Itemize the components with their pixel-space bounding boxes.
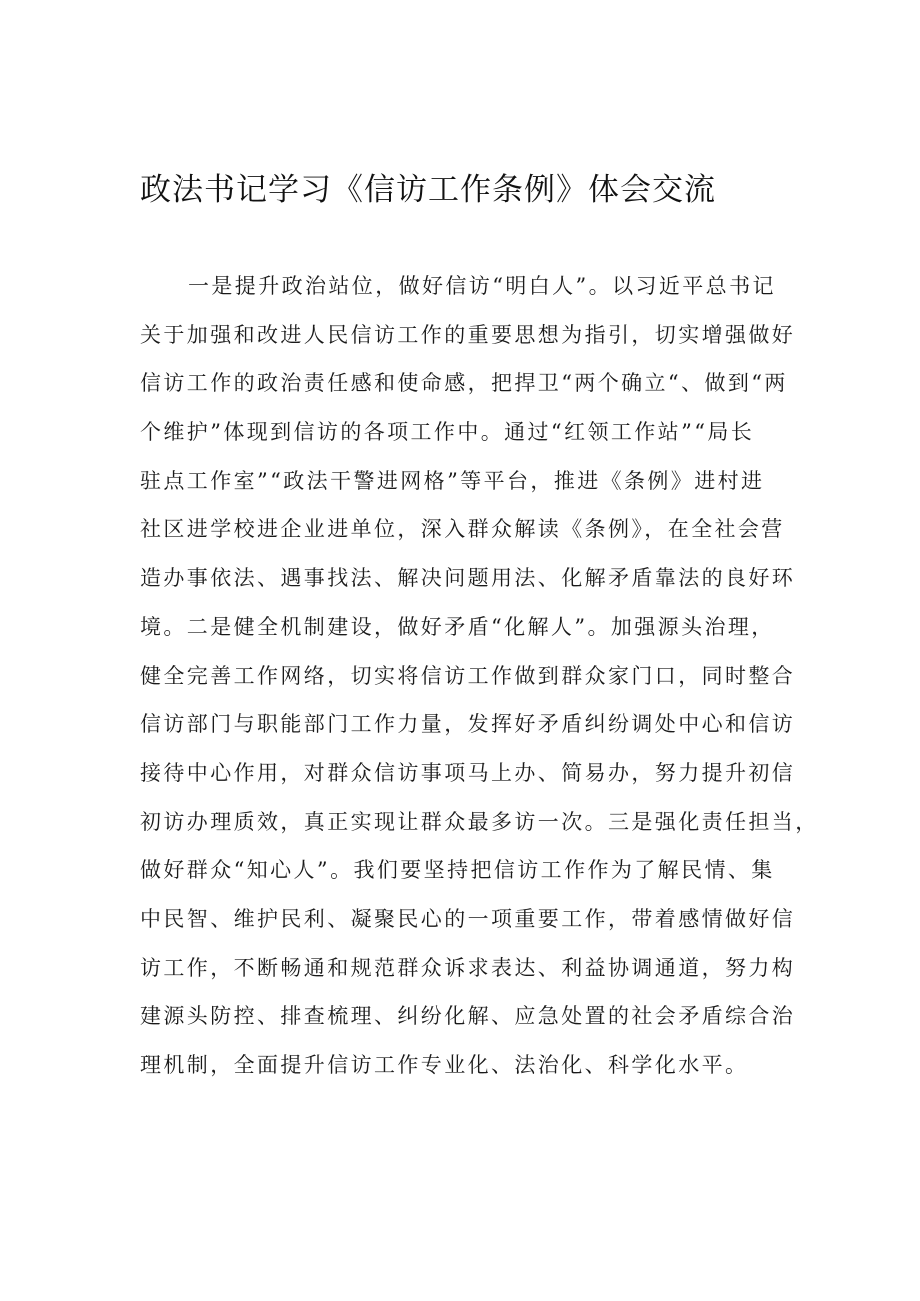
body-line: 理机制，全面提升信访工作专业化、法治化、科学化水平。 [140, 1053, 749, 1077]
document-title: 政法书记学习《信访工作条例》体会交流 [140, 172, 716, 208]
body-line: 个维护”体现到信访的各项工作中。通过“红领工作站”“局长 [140, 420, 755, 445]
body-line: 信访部门与职能部门工作力量，发挥好矛盾纠纷调处中心和信访 [140, 712, 796, 737]
body-line: 中民智、维护民利、凝聚民心的一项重要工作，带着感情做好信 [140, 906, 796, 931]
body-line: 社区进学校进企业进单位，深入群众解读《条例》，在全社会营 [140, 517, 785, 542]
body-line: 一是提升政治站位，做好信访“明白人”。以习近平总书记 [188, 274, 776, 298]
body-line: 境。二是健全机制建设，做好矛盾“化解人”。加强源头治理， [140, 614, 775, 639]
body-line: 做好群众“知心人”。我们要坚持把信访工作作为了解民情、集 [140, 858, 775, 883]
body-line: 建源头防控、排查梳理、纠纷化解、应急处置的社会矛盾综合治 [140, 1004, 796, 1029]
body-line: 接待中心作用，对群众信访事项马上办、简易办，努力提升初信 [140, 760, 796, 785]
body-line: 驻点工作室”“政法干警进网格”等平台，推进《条例》进村进 [140, 468, 765, 493]
body-line: 健全完善工作网络，切实将信访工作做到群众家门口，同时整合 [140, 663, 796, 688]
body-line: 关于加强和改进人民信访工作的重要思想为指引，切实增强做好 [140, 322, 796, 347]
body-line: 造办事依法、遇事找法、解决问题用法、化解矛盾靠法的良好环 [140, 566, 796, 591]
body-line: 访工作，不断畅通和规范群众诉求表达、利益协调通道，努力构 [140, 955, 796, 980]
body-line: 初访办理质效，真正实现让群众最多访一次。三是强化责任担当， [140, 809, 819, 834]
body-line: 信访工作的政治责任感和使命感，把捍卫“两个确立“、做到“两 [140, 371, 788, 396]
document-body [140, 262, 819, 1090]
